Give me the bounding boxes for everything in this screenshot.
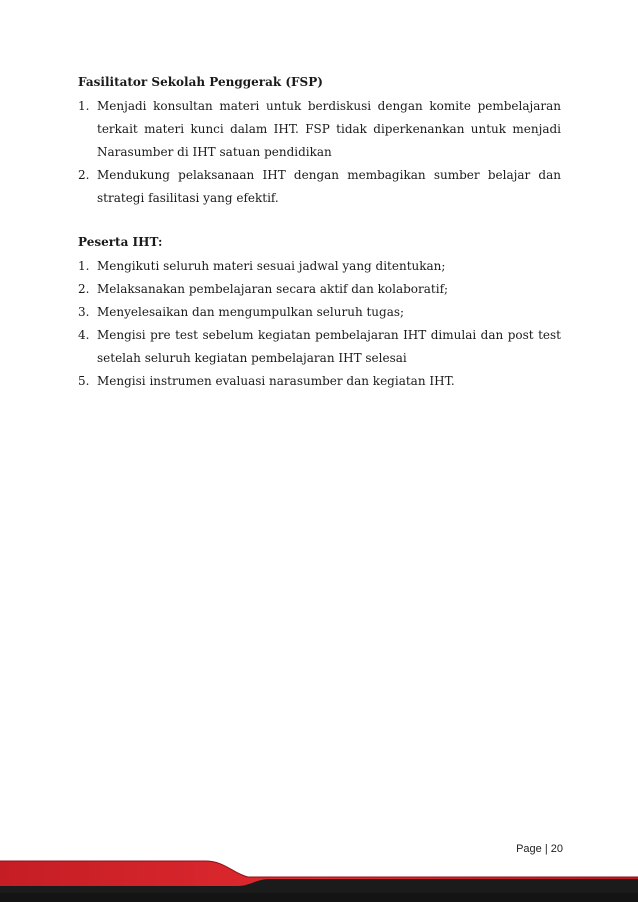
list-item-text: Menyelesaikan dan mengumpulkan seluruh tugas; bbox=[97, 305, 405, 319]
list-item-number: 5. bbox=[78, 374, 90, 388]
list-item-text: Menjadi konsultan materi untuk berdiskusi dengan komite pembelajaran terkait materi kunci dalam IHT. FSP tidak diperkenankan untuk menjadi Narasumber di IHT satuan pendidikan bbox=[97, 99, 561, 159]
list-item-text: Melaksanakan pembelajaran secara aktif dan kolaboratif; bbox=[97, 282, 449, 296]
list-item bbox=[78, 370, 561, 393]
list-item bbox=[78, 324, 561, 370]
list-item-number: 3. bbox=[78, 305, 90, 319]
list-item-text: Mengisi instrumen evaluasi narasumber dan kegiatan IHT. bbox=[97, 374, 455, 388]
peserta-section-title: Peserta IHT: bbox=[78, 235, 163, 249]
list-item-number: 1. bbox=[78, 259, 90, 273]
list-item bbox=[78, 95, 561, 164]
list-item-number: 1. bbox=[78, 99, 90, 113]
fsp-list bbox=[78, 95, 561, 210]
list-item-text: Mengikuti seluruh materi sesuai jadwal yang ditentukan; bbox=[97, 259, 446, 273]
list-item-text: Mendukung pelaksanaan IHT dengan membagikan sumber belajar dan strategi fasilitasi yang efektif. bbox=[97, 168, 561, 205]
list-item-number: 2. bbox=[78, 282, 90, 296]
fsp-section-title: Fasilitator Sekolah Penggerak (FSP) bbox=[78, 75, 323, 89]
list-item-number: 4. bbox=[78, 328, 90, 342]
peserta-list bbox=[78, 255, 561, 393]
list-item bbox=[78, 278, 561, 301]
page-number: Page | 20 bbox=[516, 843, 563, 855]
list-item bbox=[78, 301, 561, 324]
list-item-number: 2. bbox=[78, 168, 90, 182]
list-item bbox=[78, 164, 561, 210]
list-item bbox=[78, 255, 561, 278]
list-item-text: Mengisi pre test sebelum kegiatan pembelajaran IHT dimulai dan post test setelah seluruh kegiatan pembelajaran IHT selesai bbox=[97, 328, 561, 365]
footer-decoration bbox=[0, 855, 638, 902]
